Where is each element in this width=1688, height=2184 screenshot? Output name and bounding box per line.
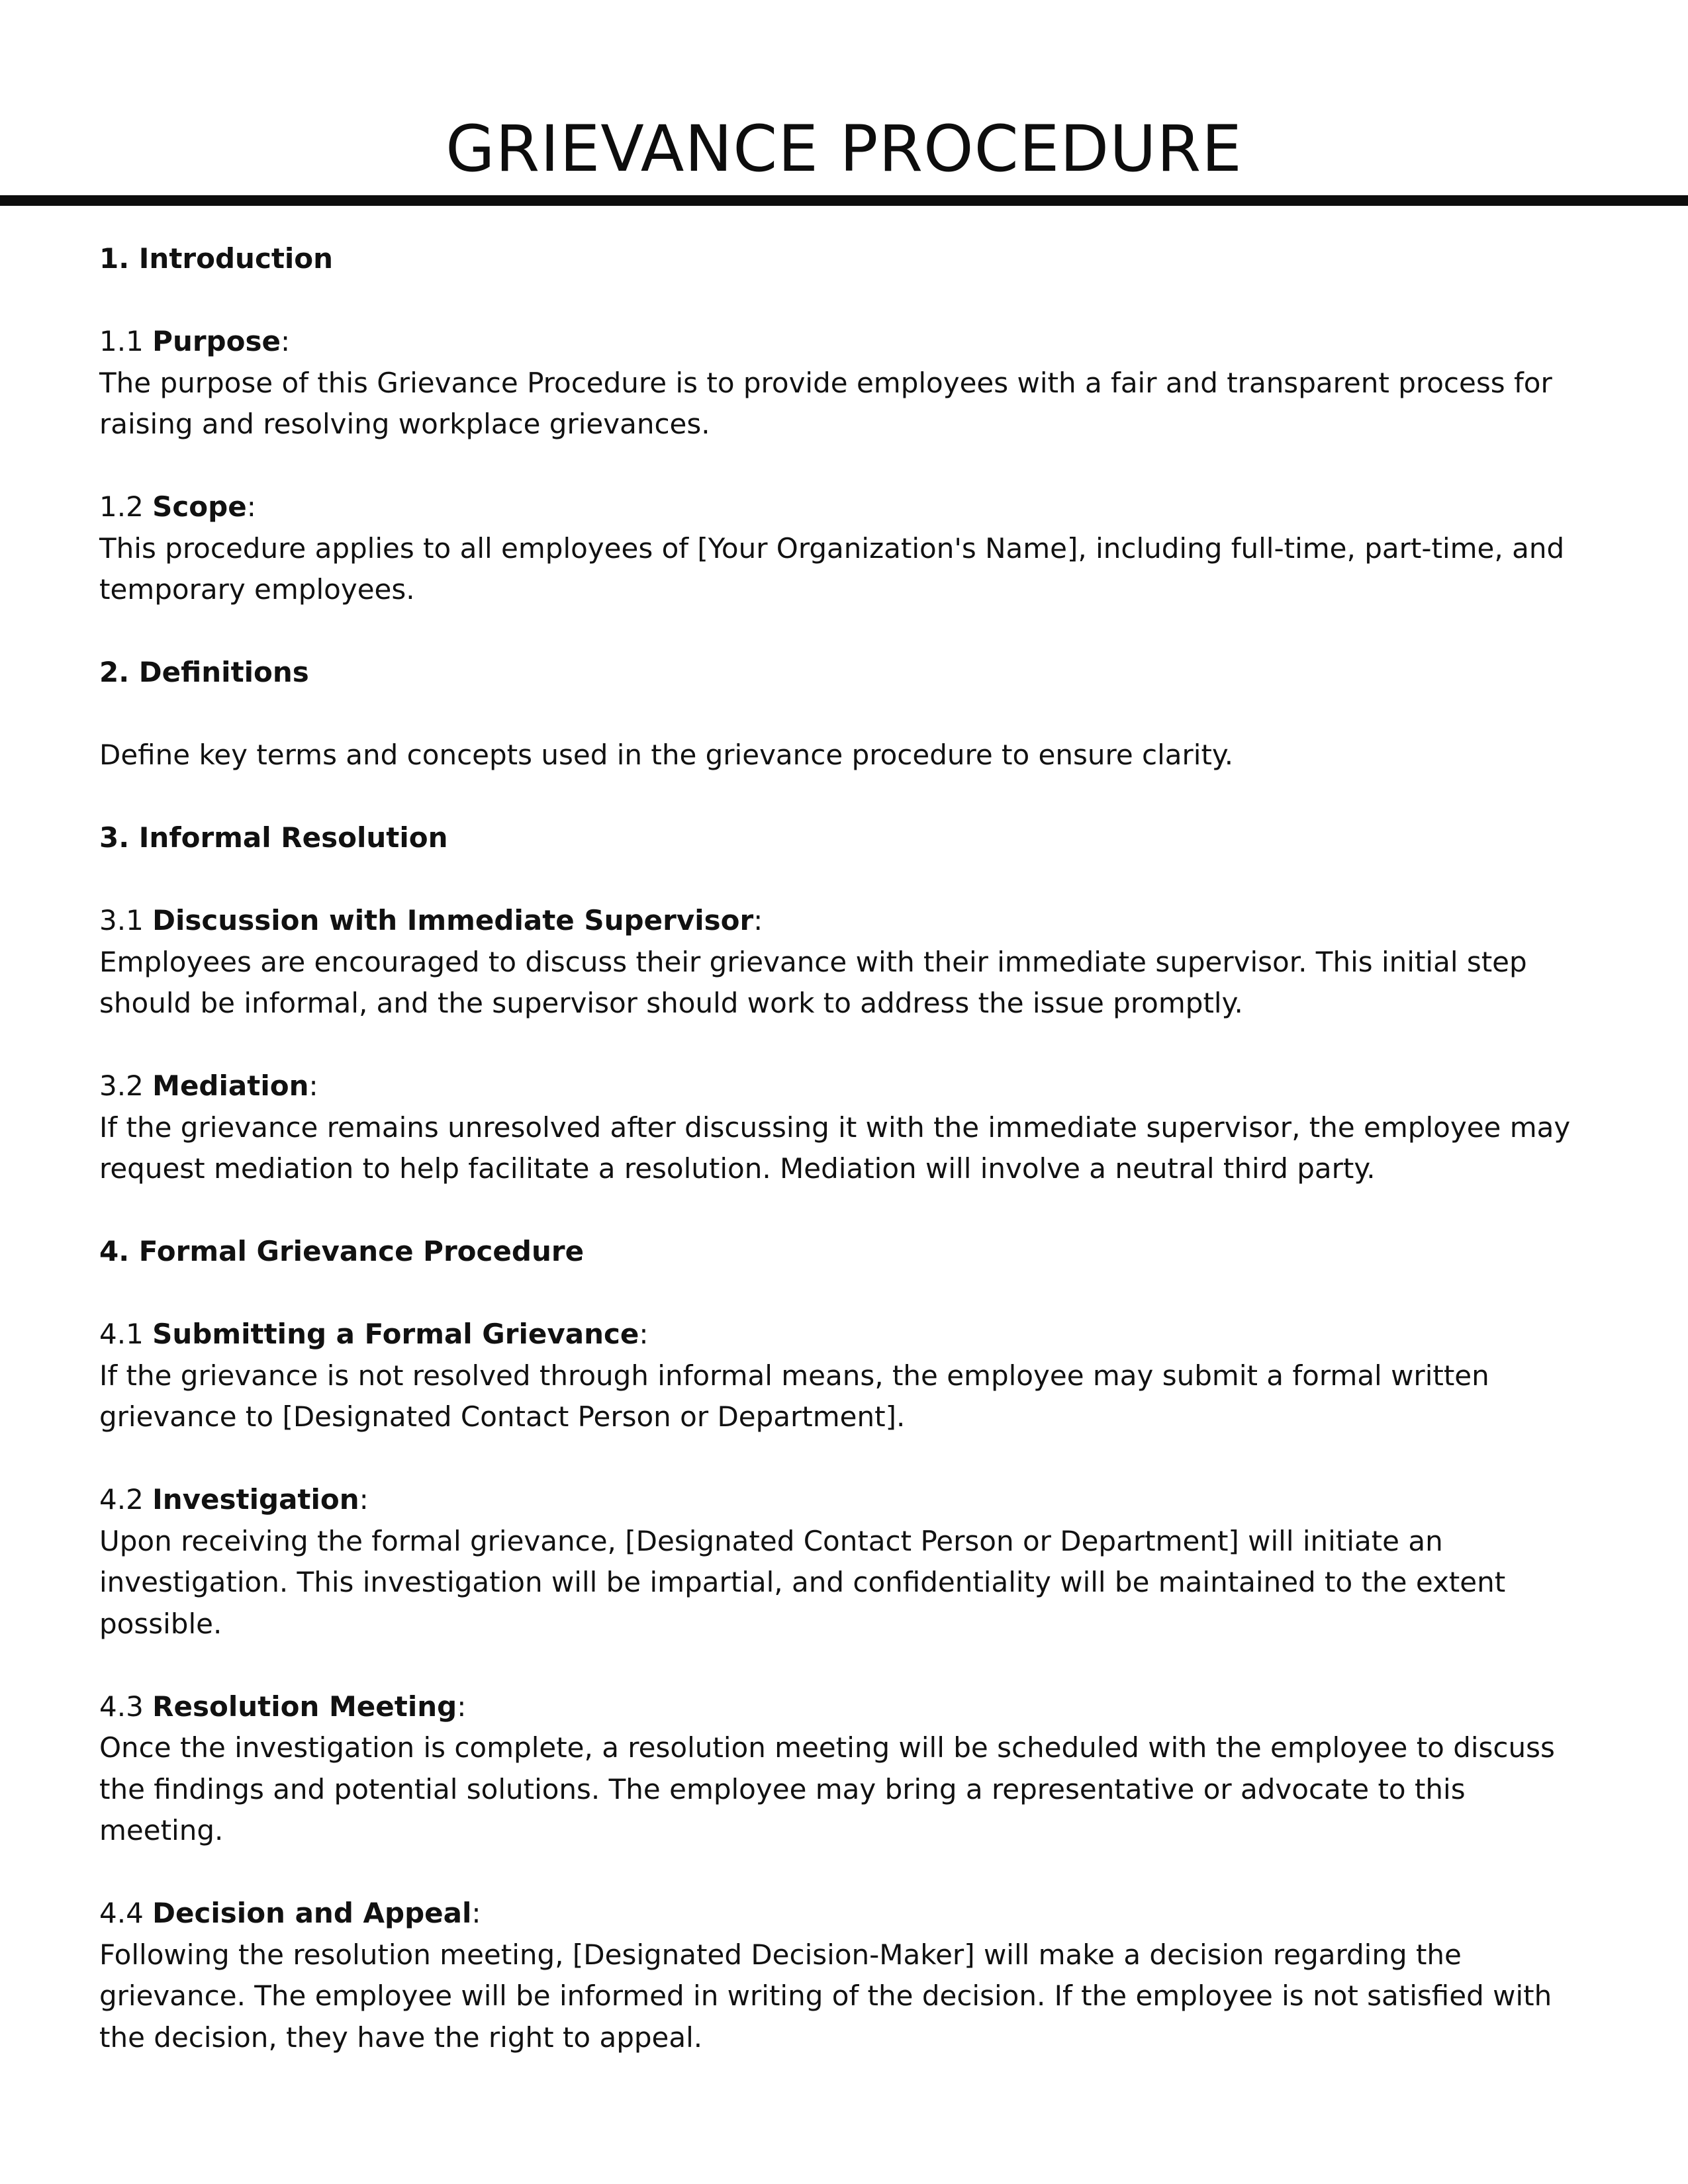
subsection-colon: : — [639, 1318, 649, 1350]
subsection-investigation — [99, 1479, 1589, 1645]
subsection-discussion-with-supervisor — [99, 900, 1589, 1024]
subsection-title — [99, 900, 1589, 942]
subsection-mediation — [99, 1066, 1589, 1190]
subsection-number: 3.1 — [99, 904, 153, 936]
subsection-number: 1.1 — [99, 325, 153, 357]
subsection-name: Purpose — [152, 325, 281, 357]
subsection-title — [99, 1314, 1589, 1355]
subsection-title — [99, 1893, 1589, 1934]
subsection-name: Scope — [152, 490, 247, 523]
subsection-title — [99, 1066, 1589, 1107]
subsection-title — [99, 1479, 1589, 1521]
subsection-body: The purpose of this Grievance Procedure is to provide employees with a fair and transparent process for raising and resolving workplace grievances. — [99, 366, 1552, 440]
section-heading: 4. Formal Grievance Procedure — [99, 1235, 585, 1267]
subsection-colon: : — [457, 1690, 467, 1723]
subsection-number: 4.3 — [99, 1690, 153, 1723]
subsection-colon: : — [246, 490, 256, 523]
section-informal-resolution — [99, 817, 1589, 1190]
subsection-body: If the grievance remains unresolved after discussing it with the immediate supervisor, the employee may request mediation to help facilitate a resolution. Mediation will involve a neutral third party. — [99, 1111, 1571, 1185]
section-heading: 3. Informal Resolution — [99, 821, 448, 854]
subsection-decision-and-appeal — [99, 1893, 1589, 2058]
document-header — [0, 0, 1688, 206]
subsection-number: 1.2 — [99, 490, 153, 523]
subsection-number: 4.2 — [99, 1483, 153, 1516]
subsection-title — [99, 1686, 1589, 1728]
subsection-name: Decision and Appeal — [152, 1897, 472, 1929]
document-body — [99, 238, 1589, 2100]
subsection-number: 3.2 — [99, 1069, 153, 1102]
subsection-body: This procedure applies to all employees of [Your Organization's Name], including full-time, part-time, and temporary employees. — [99, 531, 1565, 606]
title-divider — [0, 195, 1688, 206]
subsection-name: Submitting a Formal Grievance — [152, 1318, 639, 1350]
subsection-colon: : — [308, 1069, 318, 1102]
subsection-colon: : — [471, 1897, 481, 1929]
subsection-name: Discussion with Immediate Supervisor — [152, 904, 754, 936]
subsection-name: Resolution Meeting — [152, 1690, 457, 1723]
section-heading: 2. Definitions — [99, 656, 309, 688]
subsection-body: Following the resolution meeting, [Designated Decision-Maker] will make a decision regarding the grievance. The employee will be informed in writing of the decision. If the employee is not satisfied with the decision, they have the right to appeal. — [99, 1938, 1552, 2054]
subsection-title — [99, 321, 1589, 363]
subsection-name: Investigation — [152, 1483, 359, 1516]
subsection-colon: : — [753, 904, 763, 936]
subsection-colon: : — [280, 325, 291, 357]
subsection-scope — [99, 486, 1589, 611]
section-heading: 1. Introduction — [99, 242, 334, 275]
subsection-number: 4.1 — [99, 1318, 153, 1350]
subsection-resolution-meeting — [99, 1686, 1589, 1852]
subsection-colon: : — [359, 1483, 369, 1516]
subsection-submitting-formal-grievance — [99, 1314, 1589, 1438]
subsection-body: Employees are encouraged to discuss their grievance with their immediate supervisor. This initial step should be informal, and the supervisor should work to address the issue promptly. — [99, 945, 1527, 1019]
subsection-title — [99, 486, 1589, 528]
subsection-name: Mediation — [152, 1069, 309, 1102]
section-body: Define key terms and concepts used in the grievance procedure to ensure clarity. — [99, 739, 1234, 771]
section-definitions — [99, 652, 1589, 776]
subsection-body: Upon receiving the formal grievance, [Designated Contact Person or Department] will initiate an investigation. This investigation will be impartial, and confidentiality will be maintained to the extent possible. — [99, 1524, 1506, 1640]
subsection-purpose — [99, 321, 1589, 445]
section-formal-grievance-procedure — [99, 1231, 1589, 2058]
subsection-body: Once the investigation is complete, a resolution meeting will be scheduled with the employee to discuss the findings and potential solutions. The employee may bring a representative or advocate to this meeting. — [99, 1731, 1555, 1846]
section-introduction — [99, 238, 1589, 611]
subsection-number: 4.4 — [99, 1897, 153, 1929]
document-title: GRIEVANCE PROCEDURE — [445, 112, 1243, 186]
subsection-body: If the grievance is not resolved through informal means, the employee may submit a formal written grievance to [Designated Contact Person or Department]. — [99, 1359, 1489, 1433]
